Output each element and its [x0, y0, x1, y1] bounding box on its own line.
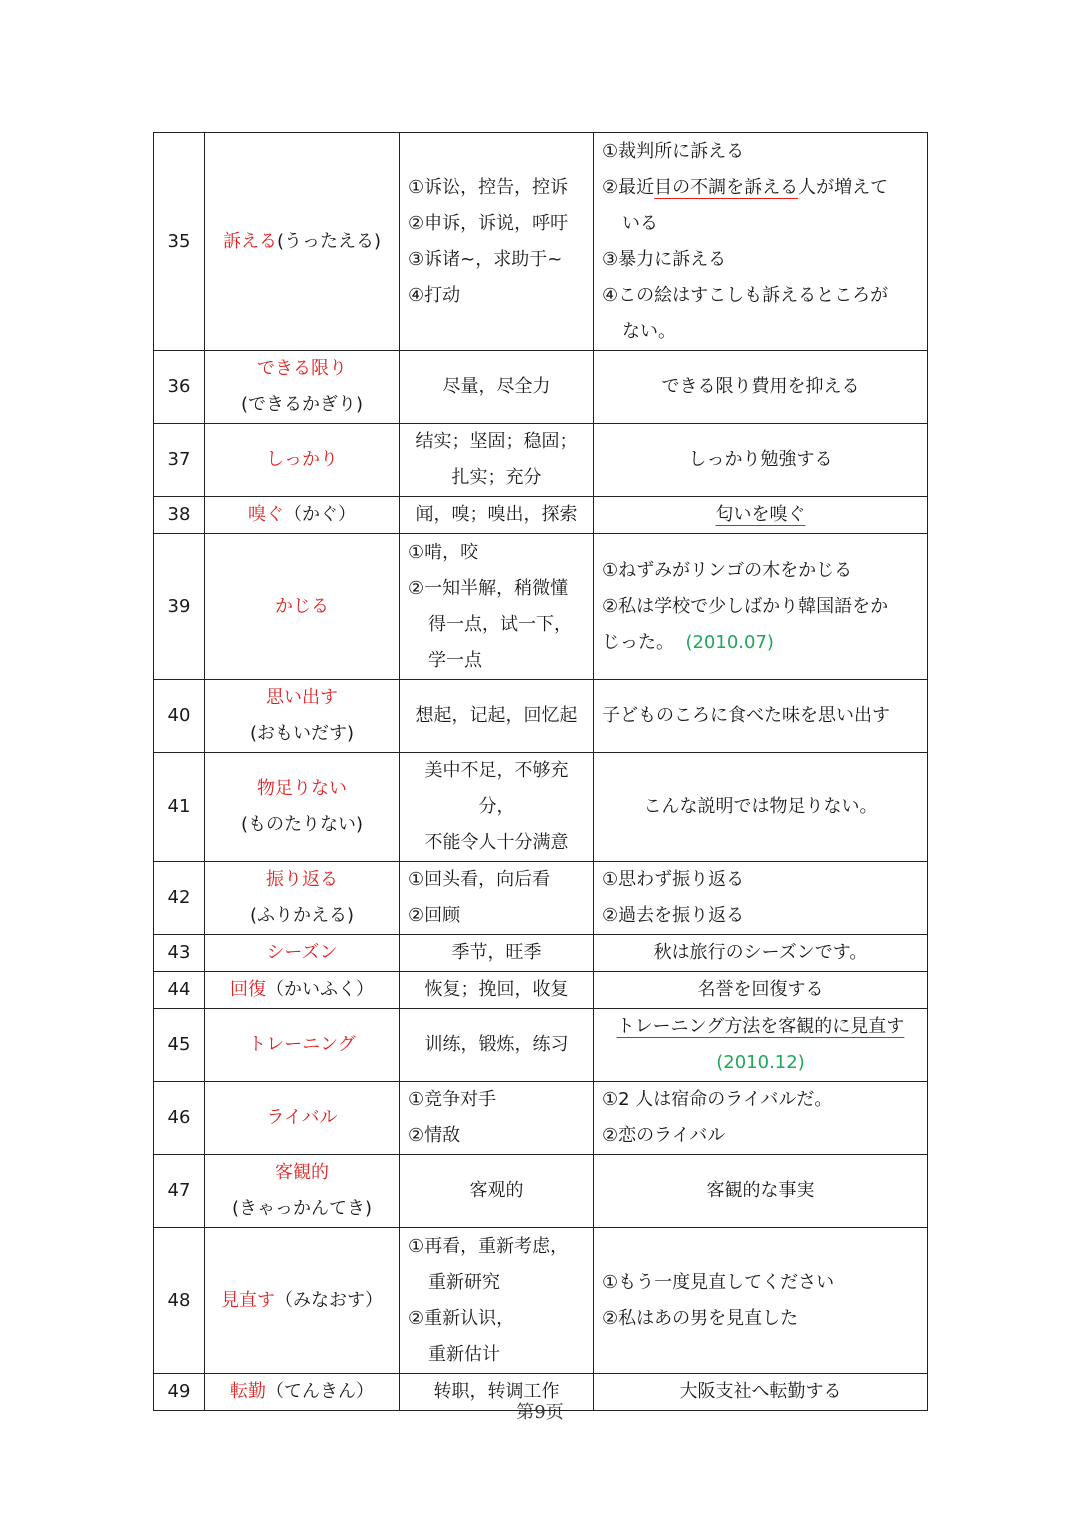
- entry-example: 大阪支社へ転勤する: [594, 1374, 928, 1411]
- entry-word: [205, 1155, 400, 1228]
- underlined-phrase: トレーニング方法を客観的に見直す: [616, 1016, 905, 1037]
- table-row: [154, 862, 928, 935]
- entry-word: [205, 534, 400, 680]
- word-kanji: 嗅ぐ: [248, 504, 284, 525]
- entry-number: 48: [154, 1228, 205, 1374]
- table-row: [154, 753, 928, 862]
- entry-number: 38: [154, 497, 205, 534]
- word-reading: （かいふく）: [266, 979, 374, 1000]
- entry-word: [205, 680, 400, 753]
- word-kanji: できる限り: [257, 358, 347, 379]
- entry-meaning: 客观的: [400, 1155, 594, 1228]
- entry-meaning: 转职，转调工作: [400, 1374, 594, 1411]
- entry-meaning: 尽量，尽全力: [400, 351, 594, 424]
- word-kanji: トレーニング: [248, 1034, 356, 1055]
- word-reading: （みなおす）: [275, 1289, 383, 1311]
- example-line: ②私はあの男を見直した: [602, 1307, 799, 1329]
- exam-date: (2010.12): [716, 1052, 805, 1073]
- entry-example: [594, 534, 928, 680]
- entry-number: 40: [154, 680, 205, 753]
- table-row: [154, 1009, 928, 1082]
- entry-example: [594, 497, 928, 534]
- table-row: [154, 935, 928, 972]
- example-line: いる: [622, 212, 658, 234]
- entry-number: 47: [154, 1155, 205, 1228]
- table-row: [154, 534, 928, 680]
- meaning-line: ②申诉，诉说，呼吁: [408, 212, 569, 234]
- entry-meaning: [400, 133, 594, 351]
- meaning-line: 不能令人十分满意: [424, 832, 569, 853]
- entry-word: [205, 351, 400, 424]
- word-kanji: 振り返る: [266, 869, 338, 890]
- meaning-line: ①啃，咬: [408, 541, 479, 563]
- entry-word: [205, 1082, 400, 1155]
- example-line: ①2 人は宿命のライバルだ。: [602, 1089, 833, 1110]
- meaning-line: ①再看，重新考虑，: [408, 1235, 569, 1257]
- entry-example: 子どものころに食べた味を思い出す: [594, 680, 928, 753]
- word-reading: （てんきん）: [266, 1381, 374, 1402]
- example-line: ③暴力に訴える: [602, 248, 727, 270]
- example-line: ②最近目の不調を訴える人が増えて: [602, 176, 889, 198]
- example-line: ②恋のライバル: [602, 1125, 726, 1146]
- entry-example: [594, 862, 928, 935]
- entry-number: 37: [154, 424, 205, 497]
- exam-date: (2010.07): [685, 631, 774, 653]
- entry-word: [205, 424, 400, 497]
- meaning-line: ②重新认识，: [408, 1307, 515, 1329]
- entry-number: 49: [154, 1374, 205, 1411]
- entry-word: [205, 1228, 400, 1374]
- meaning-line: ①回头看，向后看: [408, 869, 551, 890]
- word-kanji: 物足りない: [257, 778, 347, 799]
- table-row: [154, 133, 928, 351]
- meaning-line: ②情敌: [408, 1125, 461, 1146]
- table-row: [154, 424, 928, 497]
- word-reading: (ものたりない): [240, 814, 364, 835]
- word-reading: (うったえる): [276, 230, 382, 252]
- word-kanji: シーズン: [266, 942, 338, 963]
- meaning-line: ③诉诸~，求助于~: [408, 248, 563, 270]
- entry-meaning: [400, 1228, 594, 1374]
- entry-word: [205, 133, 400, 351]
- example-line: ④この絵はすこしも訴えるところが: [602, 284, 889, 306]
- word-reading: （かぐ）: [284, 504, 356, 525]
- entry-meaning: [400, 753, 594, 862]
- meaning-line: ④打动: [408, 284, 461, 306]
- vocabulary-table: [153, 132, 928, 1411]
- example-line: ①思わず振り返る: [602, 869, 745, 890]
- table-row: [154, 1082, 928, 1155]
- example-line: ない。: [622, 320, 676, 342]
- entry-number: 35: [154, 133, 205, 351]
- table-row: [154, 351, 928, 424]
- entry-meaning: 训练，锻炼，练习: [400, 1009, 594, 1082]
- word-kanji: ライバル: [266, 1107, 338, 1128]
- meaning-line: 重新研究: [428, 1271, 500, 1293]
- entry-number: 39: [154, 534, 205, 680]
- meaning-line: ①诉讼，控告，控诉: [408, 176, 569, 198]
- word-reading: (できるかぎり): [240, 394, 364, 415]
- word-kanji: 客観的: [275, 1162, 329, 1183]
- entry-meaning: 闻，嗅；嗅出，探索: [400, 497, 594, 534]
- meaning-line: 得一点，试一下，: [428, 613, 572, 635]
- entry-word: [205, 935, 400, 972]
- example-line: ②私は学校で少しばかり韓国語をか: [602, 595, 889, 617]
- meaning-line: 扎实；充分: [451, 467, 542, 488]
- entry-number: 45: [154, 1009, 205, 1082]
- entry-example: こんな説明では物足りない。: [594, 753, 928, 862]
- entry-meaning: [400, 424, 594, 497]
- word-reading: (ふりかえる): [249, 905, 355, 926]
- entry-number: 43: [154, 935, 205, 972]
- page-number: 第9页: [516, 1402, 564, 1423]
- entry-example: 客観的な事実: [594, 1155, 928, 1228]
- entry-meaning: 恢复；挽回，收复: [400, 972, 594, 1009]
- entry-meaning: [400, 862, 594, 935]
- entry-meaning: [400, 1082, 594, 1155]
- table-row: [154, 972, 928, 1009]
- entry-example: [594, 1228, 928, 1374]
- example-line: ②過去を振り返る: [602, 905, 745, 926]
- meaning-line: 美中不足，不够充分，: [424, 760, 569, 817]
- entry-example: [594, 1082, 928, 1155]
- example-line: ①ねずみがリンゴの木をかじる: [602, 559, 853, 581]
- entry-example: 秋は旅行のシーズンです。: [594, 935, 928, 972]
- word-kanji: 回復: [230, 979, 266, 1000]
- example-line: ①もう一度見直してください: [602, 1271, 835, 1293]
- word-reading: (きゃっかんてき): [231, 1198, 373, 1219]
- entry-meaning: 想起，记起，回忆起: [400, 680, 594, 753]
- entry-word: [205, 972, 400, 1009]
- underlined-phrase: 目の不調を訴える: [654, 176, 799, 198]
- entry-number: 41: [154, 753, 205, 862]
- underlined-phrase: 匂いを嗅ぐ: [715, 504, 806, 525]
- example-line: ①裁判所に訴える: [602, 140, 745, 162]
- meaning-line: 学一点: [428, 649, 482, 671]
- word-kanji: 見直す: [221, 1289, 275, 1311]
- meaning-line: ②一知半解，稍微懂: [408, 577, 569, 599]
- entry-example: できる限り費用を抑える: [594, 351, 928, 424]
- entry-meaning: 季节，旺季: [400, 935, 594, 972]
- entry-number: 42: [154, 862, 205, 935]
- meaning-line: ②回顾: [408, 905, 461, 926]
- entry-meaning: [400, 534, 594, 680]
- entry-example: しっかり勉強する: [594, 424, 928, 497]
- entry-number: 44: [154, 972, 205, 1009]
- entry-word: [205, 497, 400, 534]
- meaning-line: ①竞争对手: [408, 1089, 497, 1110]
- word-kanji: 訴える: [222, 230, 277, 252]
- example-line: じった。 (2010.07): [602, 631, 774, 653]
- table-row: [154, 1155, 928, 1228]
- entry-example: 名誉を回復する: [594, 972, 928, 1009]
- table-row: [154, 1228, 928, 1374]
- word-reading: (おもいだす): [249, 723, 355, 744]
- entry-example: [594, 1009, 928, 1082]
- table-row: [154, 680, 928, 753]
- word-kanji: 思い出す: [266, 687, 338, 708]
- entry-word: [205, 862, 400, 935]
- meaning-line: 重新估计: [428, 1343, 500, 1365]
- word-kanji: しっかり: [266, 449, 338, 470]
- entry-word: [205, 1009, 400, 1082]
- entry-number: 36: [154, 351, 205, 424]
- word-kanji: かじる: [275, 595, 329, 617]
- entry-number: 46: [154, 1082, 205, 1155]
- word-kanji: 転勤: [230, 1381, 266, 1402]
- entry-word: [205, 753, 400, 862]
- table-row: [154, 497, 928, 534]
- entry-example: [594, 133, 928, 351]
- meaning-line: 结实；坚固；稳固；: [415, 431, 578, 452]
